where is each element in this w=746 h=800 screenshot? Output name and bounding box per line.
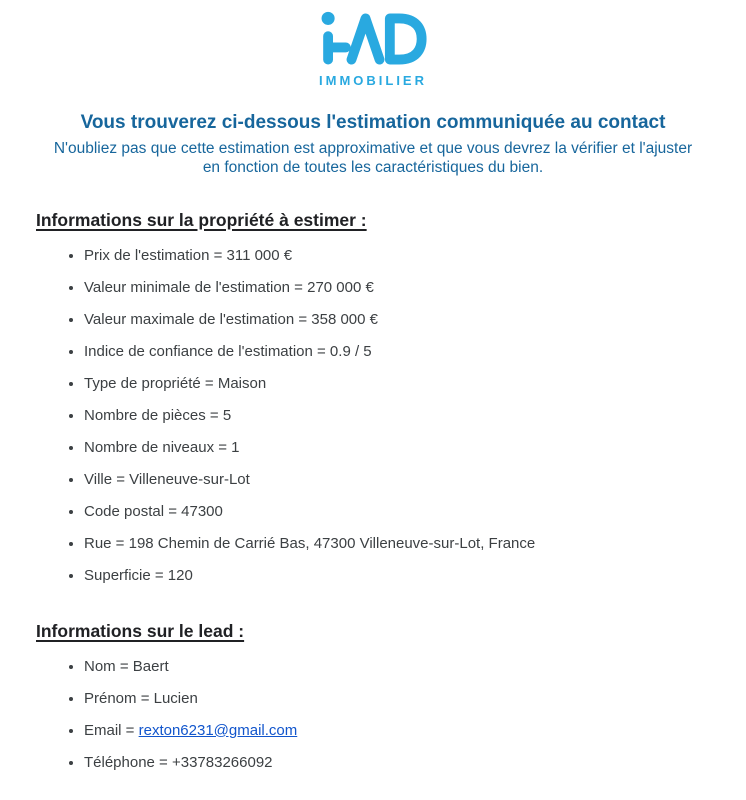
list-item-text: Nom = Baert: [84, 657, 169, 675]
list-item: [84, 504, 710, 519]
list-item-text: Téléphone = +33783266092: [84, 753, 273, 771]
list-item-text: Superficie = 120: [84, 566, 193, 584]
property-info-list: [36, 248, 710, 583]
list-item-text: Valeur maximale de l'estimation = 358 000 €: [84, 310, 379, 328]
lead-info-list: [36, 659, 710, 770]
list-item: [84, 536, 710, 551]
list-item-text: Nombre de pièces = 5: [84, 406, 232, 424]
list-item: [84, 376, 710, 391]
brand-logo: [36, 8, 710, 88]
list-item: [84, 568, 710, 583]
logo-wordmark: IMMOBILIER: [319, 73, 427, 88]
section-heading-lead: Informations sur le lead :: [36, 620, 245, 641]
section-heading-property: Informations sur la propriété à estimer :: [36, 209, 367, 230]
email-link[interactable]: rexton6231@gmail.com: [138, 721, 298, 739]
header: [36, 112, 710, 178]
list-item-text: Nombre de niveaux = 1: [84, 438, 240, 456]
list-item-text: Valeur minimale de l'estimation = 270 000 €: [84, 278, 374, 296]
page-subtitle: N'oubliez pas que cette estimation est approximative et que vous devrez la vérifier et l'ajuster en fonction de toutes les caractéristiques du bien.: [53, 140, 693, 177]
section-property-info: [36, 210, 710, 583]
list-item-text: Code postal = 47300: [84, 502, 223, 520]
list-item: [84, 312, 710, 327]
list-item: [84, 280, 710, 295]
list-item: [84, 472, 710, 487]
list-item-text: Email =: [84, 721, 139, 739]
list-item-text: Prix de l'estimation = 311 000 €: [84, 246, 293, 264]
iad-logo-icon: [315, 10, 431, 68]
list-item: [84, 691, 710, 706]
list-item: [84, 755, 710, 770]
list-item-text: Rue = 198 Chemin de Carrié Bas, 47300 Villeneuve-sur-Lot, France: [84, 534, 536, 552]
list-item: [84, 248, 710, 263]
list-item: [84, 344, 710, 359]
list-item: [84, 659, 710, 674]
list-item-text: Prénom = Lucien: [84, 689, 198, 707]
list-item: [84, 408, 710, 423]
list-item: [84, 723, 710, 738]
list-item-text: Type de propriété = Maison: [84, 374, 267, 392]
list-item-text: Ville = Villeneuve-sur-Lot: [84, 470, 250, 488]
list-item: [84, 440, 710, 455]
page-title: Vous trouverez ci-dessous l'estimation communiquée au contact: [80, 112, 666, 133]
list-item-text: Indice de confiance de l'estimation = 0.9 / 5: [84, 342, 372, 360]
section-lead-info: [36, 621, 710, 770]
